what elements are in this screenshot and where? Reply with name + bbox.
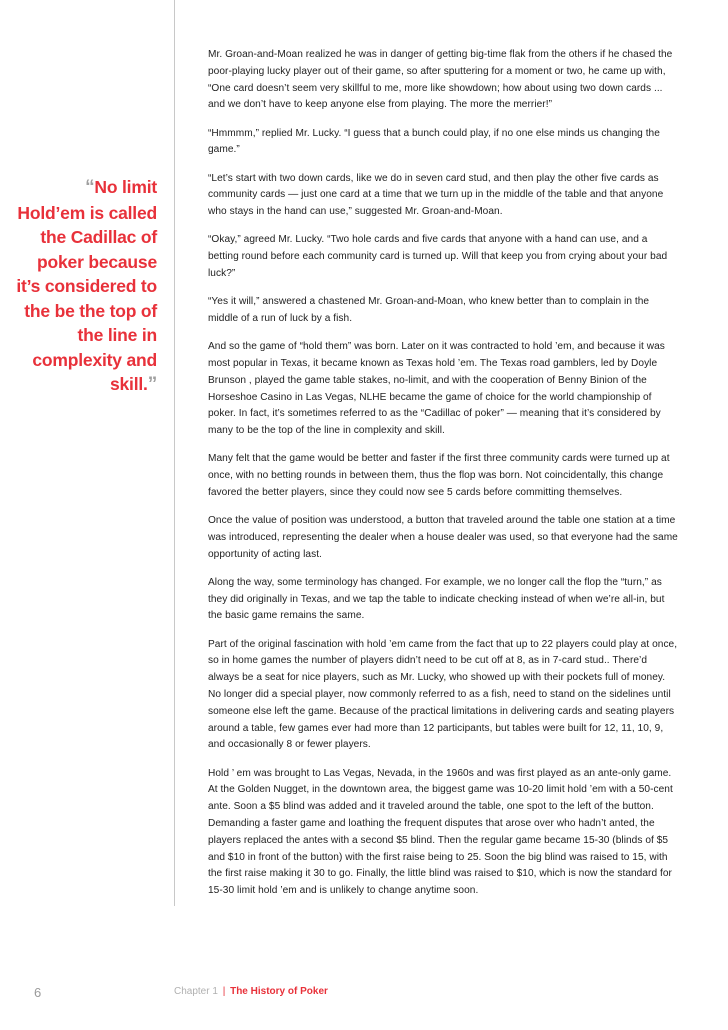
paragraph: Along the way, some terminology has changed. For example, we no longer call the flop the “turn,” as they did originally in Texas, and we tap the table to indicate checking instead of when we’re all-in, but the basic game remains the same. [208,576,665,622]
running-footer [174,986,328,997]
paragraph: “Hmmmm,” replied Mr. Lucky. “I guess that a bunch could play, if no one else minds us changing the game.” [208,127,660,156]
paragraph: Part of the original fascination with hold ’em came from the fact that up to 22 players could play at once, so in home games the number of players didn’t need to be cut off at 8, as in 7-card stud.. There’d always be a seat for nice players, such as Mr. Lucky, who showed up with their pockets full of money. No longer did a special player, now commonly referred to as a fish, need to stand on the sidelines until someone else left the game. Because of the practical limitations in delivering cards and seating players around a table, few games ever had more than 12 participants, but tables were built for 12, 11, 10, 9, and occasionally 8 or fewer players. [208,638,678,751]
close-quote-mark: ” [147,374,157,395]
page-number: 6 [34,985,42,1000]
column-divider [174,0,175,906]
open-quote-mark: “ [85,177,95,198]
paragraph: “Let’s start with two down cards, like we do in seven card stud, and then play the other five cards as community cards — just one card at a time that we turn up in the middle of the table and that anyone who stays in the hand can use,” suggested Mr. Groan-and-Moan. [208,172,664,218]
paragraph: Many felt that the game would be better and faster if the first three community cards were turned up at once, with no betting rounds in between them, thus the flop was born. Not coincidentally, this change favored the better players, since they could now see 5 cards before committing themselves. [208,453,670,498]
paragraph: Once the value of position was understood, a button that traveled around the table one station at a time was introduced, representing the dealer when a house dealer was used, so that everyone had the same opportunity of acting last. [208,515,678,560]
pull-quote-text: No limit Hold’em is called the Cadillac of poker because it’s considered to the be the top of the line in complexity and skill. [16,177,157,394]
article-body [208,47,678,911]
chapter-label: Chapter 1 [174,986,218,997]
paragraph: And so the game of “hold them” was born. Later on it was contracted to hold ’em, and because it was most popular in Texas, it became known as Texas hold ’em. The Texas road gamblers, led by Doyle Brunson , played the game table stakes, no-limit, and with the cooperation of Benny Binion of the Horseshoe Casino in Las Vegas, NLHE became the game of choice for the world championship of poker. In fact, it’s sometimes referred to as the “Cadillac of poker” — meaning that it’s considered by many to be the top of the line in complexity and skill. [208,341,665,437]
pull-quote [14,175,157,398]
chapter-title: The History of Poker [230,986,328,997]
paragraph: Hold ’ em was brought to Las Vegas, Nevada, in the 1960s and was first played as an ante-only game. At the Golden Nugget, in the downtown area, the biggest game was 10-20 limit hold ’em with a 50-cent ante. Soon a $5 blind was added and it traveled around the table, one spot to the left of the button. Demanding a faster game and loathing the frequent disputes that arose over who hadn’t anted, the players replaced the antes with a second $5 blind. Then the regular game became 15-30 (blinds of $5 and $10 in front of the button) with the first raise being to 25. Soon the big blind was raised to 15, with the first raise making it 30 to go. Finally, the little blind was raised to $10, which is now the standard for 15-30 limit hold ’em and is unlikely to change anytime soon. [208,767,673,897]
paragraph: “Yes it will,” answered a chastened Mr. Groan-and-Moan, who knew better than to complain in the middle of a run of luck by a fish. [208,296,650,324]
paragraph: Mr. Groan-and-Moan realized he was in danger of getting big-time flak from the others if he chased the poor-playing lucky player out of their game, so after sputtering for a moment or two, he came up with, “One card doesn’t seem very skillful to me, more like showdown; how about using two down cards ... and we don’t have to keep anyone else from playing. The more the merrier!” [208,49,673,111]
paragraph: “Okay,” agreed Mr. Lucky. “Two hole cards and five cards that anyone with a hand can use, and a betting round before each community card is turned up. Will that keep you from crying about your bad luck?” [208,234,668,279]
footer-separator: | [222,986,226,997]
